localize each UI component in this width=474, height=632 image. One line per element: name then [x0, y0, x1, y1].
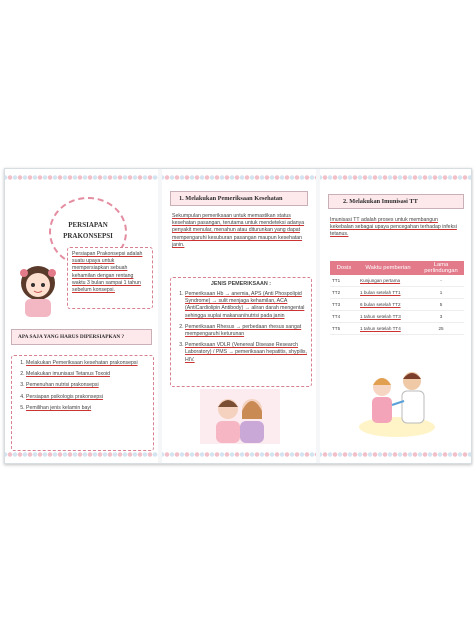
- pattern-band-top: [320, 171, 471, 184]
- table-cell: 1: [418, 287, 464, 299]
- table-cell: 1 bulan setelah TT1: [358, 287, 418, 299]
- table-row: [330, 299, 464, 311]
- table-row: [330, 275, 464, 287]
- intro-text: Sekumpulan pemeriksaan untuk memastikan status kesehatan pasangan, terutama untuk mendeteksi adanya penyakit menular, menahun atau diturunkan yang dapat mempengaruhi kesuburan pasangan maupun kesehatan janin.: [172, 213, 305, 248]
- table-row: [330, 311, 464, 323]
- intro-text: Imunisasi TT adalah proses untuk membangun kekebalan sebagai upaya pencegahan terhadap infeksi tetanus.: [330, 217, 457, 238]
- list-item: 5. Pemilihan jenis kelamin bayi: [26, 405, 148, 412]
- list-item: 2. Melakukan imunisasi Tetanus Toxoid: [26, 371, 148, 378]
- couple-illustration: [200, 389, 280, 444]
- exam-box-title: JENIS PEMERIKSAAN :: [210, 281, 272, 287]
- table-header: Dosis: [330, 261, 358, 275]
- table-cell: TT4: [330, 311, 358, 323]
- pattern-band-top: [162, 171, 316, 184]
- table-cell: 25: [418, 323, 464, 335]
- checklist: [16, 360, 148, 416]
- list-item: 1. Melakukan Pemeriksaan kesehatan prakonsepsi: [26, 360, 148, 367]
- girl-illustration: [13, 259, 63, 319]
- table-cell: TT2: [330, 287, 358, 299]
- pattern-band-top: [5, 171, 158, 184]
- pattern-band-bottom: [162, 448, 316, 461]
- list-item: 1. Pemeriksaan Hb → anemia, APS (Anti Phospolipid Syndrome) → sulit menjaga kehamilan, ACA (AntiCardiolipin Antibody) → aliran darah mengental sehingga suplai makanan/nutrisi pada janin: [185, 291, 307, 320]
- title-line1: PERSIAPAN: [68, 221, 108, 229]
- pattern-band-bottom: [320, 448, 471, 461]
- exam-list: [175, 291, 307, 368]
- table-cell: 1 tahun setelah TT4: [358, 323, 418, 335]
- list-item: 3. Pemeriksaan VDLR (Venereal Disease Research Laboratory) / PMS → pemeriksaan hepatitis, shypilis, HIV.: [185, 342, 307, 364]
- panel-persiapan: [5, 169, 158, 463]
- table-cell: 5: [418, 299, 464, 311]
- section-title: 2. Melakukan Imunisasi TT: [328, 194, 464, 209]
- table-cell: 6 bulan setelah TT2: [358, 299, 418, 311]
- intro-box: [67, 247, 153, 309]
- table-cell: TT5: [330, 323, 358, 335]
- exam-box: [170, 277, 312, 387]
- panel-pemeriksaan: [162, 169, 316, 463]
- table-row: [330, 287, 464, 299]
- table-cell: 1 tahun setelah TT3: [358, 311, 418, 323]
- table-header: Waktu pemberian: [358, 261, 418, 275]
- list-item: 3. Pemenuhan nutrisi prakonsepsi: [26, 382, 148, 389]
- list-item: 4. Persiapan psikologis prakonsepsi: [26, 394, 148, 401]
- section-title: APA SAJA YANG HARUS DIPERSIAPKAN ?: [11, 329, 152, 345]
- table-cell: -: [418, 275, 464, 287]
- tt-schedule-table: [330, 261, 464, 335]
- table-row: [330, 323, 464, 335]
- trifold-brochure: [4, 168, 472, 464]
- panel-imunisasi: [320, 169, 471, 463]
- list-item: 2. Pemeriksaan Rhesus → perbedaan rhesus sangat mempengaruhi keturunan: [185, 324, 307, 338]
- table-cell: TT3: [330, 299, 358, 311]
- title-line2: PRAKONSEPSI: [63, 232, 113, 240]
- section-title: 1. Melakukan Pemeriksaan Kesehatan: [170, 191, 308, 206]
- table-cell: TT1: [330, 275, 358, 287]
- checklist-box: [11, 355, 154, 451]
- table-cell: Kunjungan pertama: [358, 275, 418, 287]
- vaccination-illustration: [358, 357, 436, 441]
- pattern-band-bottom: [5, 448, 158, 461]
- table-header: Lama perlindungan: [418, 261, 464, 275]
- intro-text: Persiapan Prakonsepsi adalah suatu upaya untuk mempersiapkan sebuah kehamilan dengan rentang waktu 3 bulan sampai 1 tahun sebelum konsepsi.: [72, 251, 143, 294]
- table-cell: 3: [418, 311, 464, 323]
